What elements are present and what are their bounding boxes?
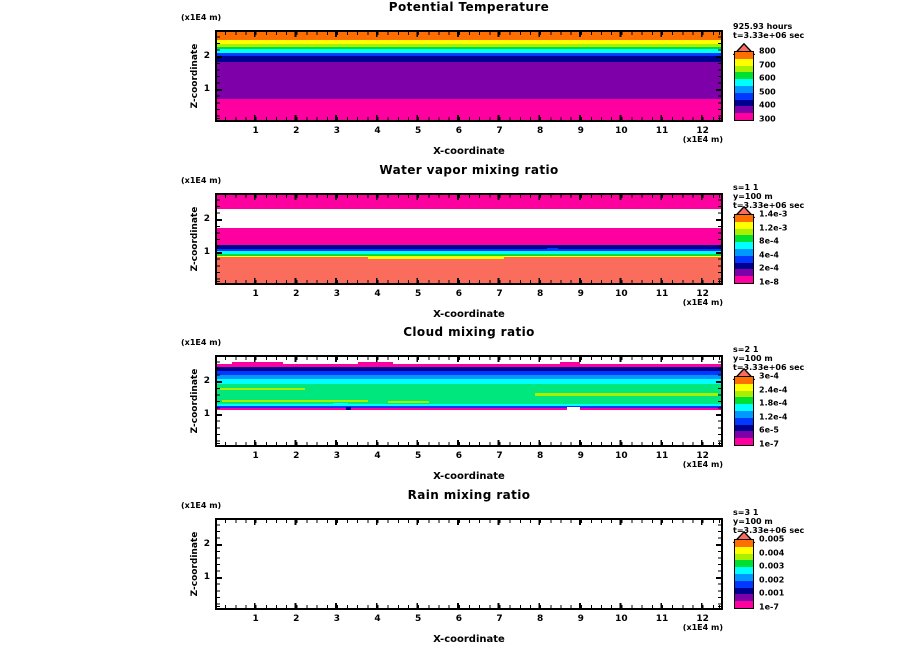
panel-title: Water vapor mixing ratio [379,163,559,177]
contour-bump [358,362,393,365]
colorbar-header-line: s=2 1 [733,345,759,354]
colorbar-segment-purple [735,594,753,601]
colorbar-label: 800 [759,46,776,56]
colorbar-header-line: t=3.33e+06 sec [733,526,805,535]
x-tick-label: 7 [496,289,503,299]
colorbar-label: 3e-4 [759,371,779,381]
colorbar-label: 2e-4 [759,263,779,273]
colorbar-label: 1.8e-4 [759,398,788,408]
colorbar-segment-cyan [735,79,753,86]
contour-band-magenta [217,228,721,246]
colorbar-label: 1e-8 [759,277,779,287]
x-tick-label: 2 [293,614,300,624]
colorbar-label: 1e-7 [759,602,779,612]
colorbar-segment-magenta [735,601,753,608]
colorbar-label: 400 [759,100,776,110]
colorbar-header-line: s=1 1 [733,183,759,192]
contour-gap [567,407,580,410]
colorbar-segment-yellow [735,222,753,229]
panel-title: Cloud mixing ratio [403,325,535,339]
colorbar-segment-cyan [735,242,753,249]
y-tick-label: 1 [203,84,210,95]
x-tick-label: 6 [455,289,462,299]
x-tick-label: 8 [536,289,544,299]
x-tick-label: 1 [252,126,259,136]
x-tick-label: 6 [455,614,462,624]
x-tick-label: 8 [536,126,544,136]
panel-title: Rain mixing ratio [407,488,531,502]
panel-water-vapor-mixing-ratio [0,163,904,326]
colorbar-segment-navy [735,263,753,270]
x-tick-label: 6 [455,451,462,461]
y-tick-label: 2 [203,51,210,62]
plot-area [215,518,723,610]
colorbar-label: 1.2e-3 [759,223,788,233]
x-tick-label: 10 [615,126,628,136]
colorbar-header-line: y=100 m [733,354,773,363]
y-major-tick [217,252,222,254]
y-major-tick [716,89,721,91]
panel-rain-mixing-ratio [0,488,904,651]
x-tick-label: 2 [293,126,300,136]
x-tick-label: 4 [374,451,381,461]
colorbar-header-line: y=100 m [733,517,773,526]
y-unit-label: (x1E4 m) [181,176,222,185]
y-tick-label: 2 [203,376,210,387]
x-axis-label: X-coordinate [433,309,505,320]
colorbar [734,376,754,446]
y-major-tick [716,381,721,383]
colorbar-segment-lightblue [735,86,753,93]
colorbar-segment-orange [735,215,753,222]
x-tick-label: 5 [415,614,422,624]
colorbar-label: 4e-4 [759,250,779,260]
colorbar-segment-cyan [735,567,753,574]
colorbar-label: 0.003 [759,561,785,571]
x-tick-label: 3 [333,289,341,299]
y-axis-label: Z-coordinate [190,206,200,272]
colorbar-segment-green [735,397,753,404]
colorbar-header-line: s=3 1 [733,508,759,517]
x-tick-label: 3 [333,451,341,461]
x-tick-label: 8 [536,614,544,624]
x-unit-label: (x1E4 m) [682,135,723,144]
contour-band-magenta [217,195,721,209]
colorbar-label: 0.001 [759,588,785,598]
x-tick-label: 9 [577,126,584,136]
colorbar-header-line: 925.93 hours [733,22,793,31]
x-tick-label: 4 [374,289,381,299]
contour-band-white [217,520,721,608]
contour-band-salmon [217,257,721,283]
colorbar-segment-lightblue [735,249,753,256]
x-tick-label: 12 [696,126,709,136]
plot-area [215,355,723,447]
colorbar-segment-yellow [735,547,753,554]
x-tick-label: 12 [696,289,709,299]
colorbar-label: 6e-5 [759,425,779,435]
x-unit-label: (x1E4 m) [682,298,723,307]
colorbar-label: 1.2e-4 [759,412,788,422]
colorbar-segment-blue [735,418,753,425]
x-tick-label: 12 [696,451,709,461]
x-tick-label: 10 [615,614,628,624]
y-axis-label: Z-coordinate [190,368,200,434]
panel-potential-temperature [0,0,904,163]
contour-band-white [217,410,721,445]
x-tick-label: 5 [415,451,422,461]
colorbar-segment-cyan [735,404,753,411]
colorbar-label: 0.002 [759,575,785,585]
colorbar-segment-chartreuse [735,391,753,398]
y-major-tick [217,219,222,221]
x-tick-label: 11 [655,126,669,136]
x-tick-label: 4 [374,126,381,136]
y-major-tick [217,414,222,416]
contour-bump [232,362,282,365]
y-unit-label: (x1E4 m) [181,13,222,22]
contour-dip [368,257,504,259]
x-tick-label: 11 [655,451,669,461]
colorbar-label: 1e-7 [759,439,779,449]
colorbar-label: 2.4e-4 [759,385,788,395]
y-unit-label: (x1E4 m) [181,338,222,347]
colorbar-segment-navy [735,588,753,595]
contour-bump [560,362,580,365]
x-tick-label: 11 [655,289,669,299]
contour-dot [346,407,351,410]
colorbar-segment-yellow [735,384,753,391]
contour-dash [333,403,348,405]
colorbar-label: 500 [759,87,776,97]
contour-band-purple [217,62,721,99]
colorbar-segment-green [735,560,753,567]
y-axis-label: Z-coordinate [190,43,200,109]
colorbar-segment-purple [735,269,753,276]
colorbar-label: 600 [759,73,776,83]
x-tick-label: 4 [374,614,381,624]
x-tick-label: 1 [252,289,259,299]
contour-streak [535,393,719,396]
colorbar-segment-magenta [735,438,753,445]
y-tick-label: 1 [203,409,210,420]
x-axis-label: X-coordinate [433,471,505,482]
x-tick-label: 2 [293,451,300,461]
x-tick-label: 9 [577,289,584,299]
contour-band-magenta [217,99,721,120]
y-major-tick [217,577,222,579]
colorbar-label: 0.005 [759,534,785,544]
y-major-tick [217,89,222,91]
x-tick-label: 6 [455,126,462,136]
colorbar-segment-navy [735,100,753,107]
colorbar-segment-navy [735,425,753,432]
x-tick-label: 10 [615,451,628,461]
y-tick-label: 1 [203,247,210,258]
x-tick-label: 8 [536,451,544,461]
x-unit-label: (x1E4 m) [682,460,723,469]
colorbar [734,539,754,609]
colorbar-header-line: t=3.33e+06 sec [733,201,805,210]
y-major-tick [716,56,721,58]
colorbar-segment-purple [735,106,753,113]
colorbar-label: 0.004 [759,548,785,558]
colorbar-header-line: t=3.33e+06 sec [733,31,805,40]
x-tick-label: 11 [655,614,669,624]
y-major-tick [217,56,222,58]
contour-streak [388,401,428,403]
colorbar [734,214,754,284]
y-major-tick [716,577,721,579]
colorbar-segment-magenta [735,113,753,120]
contour-streak [222,400,368,402]
colorbar-label: 1.4e-3 [759,209,788,219]
x-tick-label: 3 [333,614,341,624]
colorbar-segment-lightblue [735,411,753,418]
x-tick-label: 12 [696,614,709,624]
x-tick-label: 5 [415,289,422,299]
contour-band-white [217,209,721,227]
x-tick-label: 9 [577,451,584,461]
x-tick-label: 9 [577,614,584,624]
y-unit-label: (x1E4 m) [181,501,222,510]
colorbar-segment-green [735,72,753,79]
x-unit-label: (x1E4 m) [682,623,723,632]
panel-cloud-mixing-ratio [0,325,904,488]
colorbar-header-line: y=100 m [733,192,773,201]
plot-area [215,30,723,122]
contour-band-white [217,357,721,364]
colorbar-segment-chartreuse [735,66,753,73]
contour-band-orange [217,32,721,40]
y-tick-label: 2 [203,214,210,225]
x-tick-label: 3 [333,126,341,136]
colorbar-segment-blue [735,581,753,588]
colorbar-segment-chartreuse [735,229,753,236]
contour-dash [547,248,558,250]
y-tick-label: 2 [203,539,210,550]
colorbar-label: 700 [759,60,776,70]
x-tick-label: 7 [496,126,503,136]
y-major-tick [716,414,721,416]
y-tick-label: 1 [203,572,210,583]
x-tick-label: 7 [496,614,503,624]
colorbar-segment-blue [735,256,753,263]
colorbar-segment-orange [735,540,753,547]
x-tick-label: 7 [496,451,503,461]
colorbar-segment-green [735,235,753,242]
y-major-tick [217,381,222,383]
colorbar-label: 300 [759,114,776,124]
colorbar-segment-orange [735,52,753,59]
x-tick-label: 1 [252,614,259,624]
contour-streak [220,388,306,390]
panel-title: Potential Temperature [388,0,550,14]
x-tick-label: 2 [293,289,300,299]
y-major-tick [716,219,721,221]
plot-area [215,193,723,285]
colorbar-segment-purple [735,431,753,438]
x-axis-label: X-coordinate [433,146,505,157]
colorbar [734,51,754,121]
x-tick-label: 10 [615,289,628,299]
x-tick-label: 1 [252,451,259,461]
colorbar-segment-blue [735,93,753,100]
x-tick-label: 5 [415,126,422,136]
colorbar-segment-orange [735,377,753,384]
y-axis-label: Z-coordinate [190,531,200,597]
colorbar-header-line: t=3.33e+06 sec [733,363,805,372]
y-major-tick [716,544,721,546]
y-major-tick [217,544,222,546]
x-axis-label: X-coordinate [433,634,505,645]
colorbar-label: 8e-4 [759,236,779,246]
colorbar-segment-lightblue [735,574,753,581]
y-major-tick [716,252,721,254]
colorbar-segment-chartreuse [735,554,753,561]
colorbar-segment-yellow [735,59,753,66]
colorbar-segment-magenta [735,276,753,283]
